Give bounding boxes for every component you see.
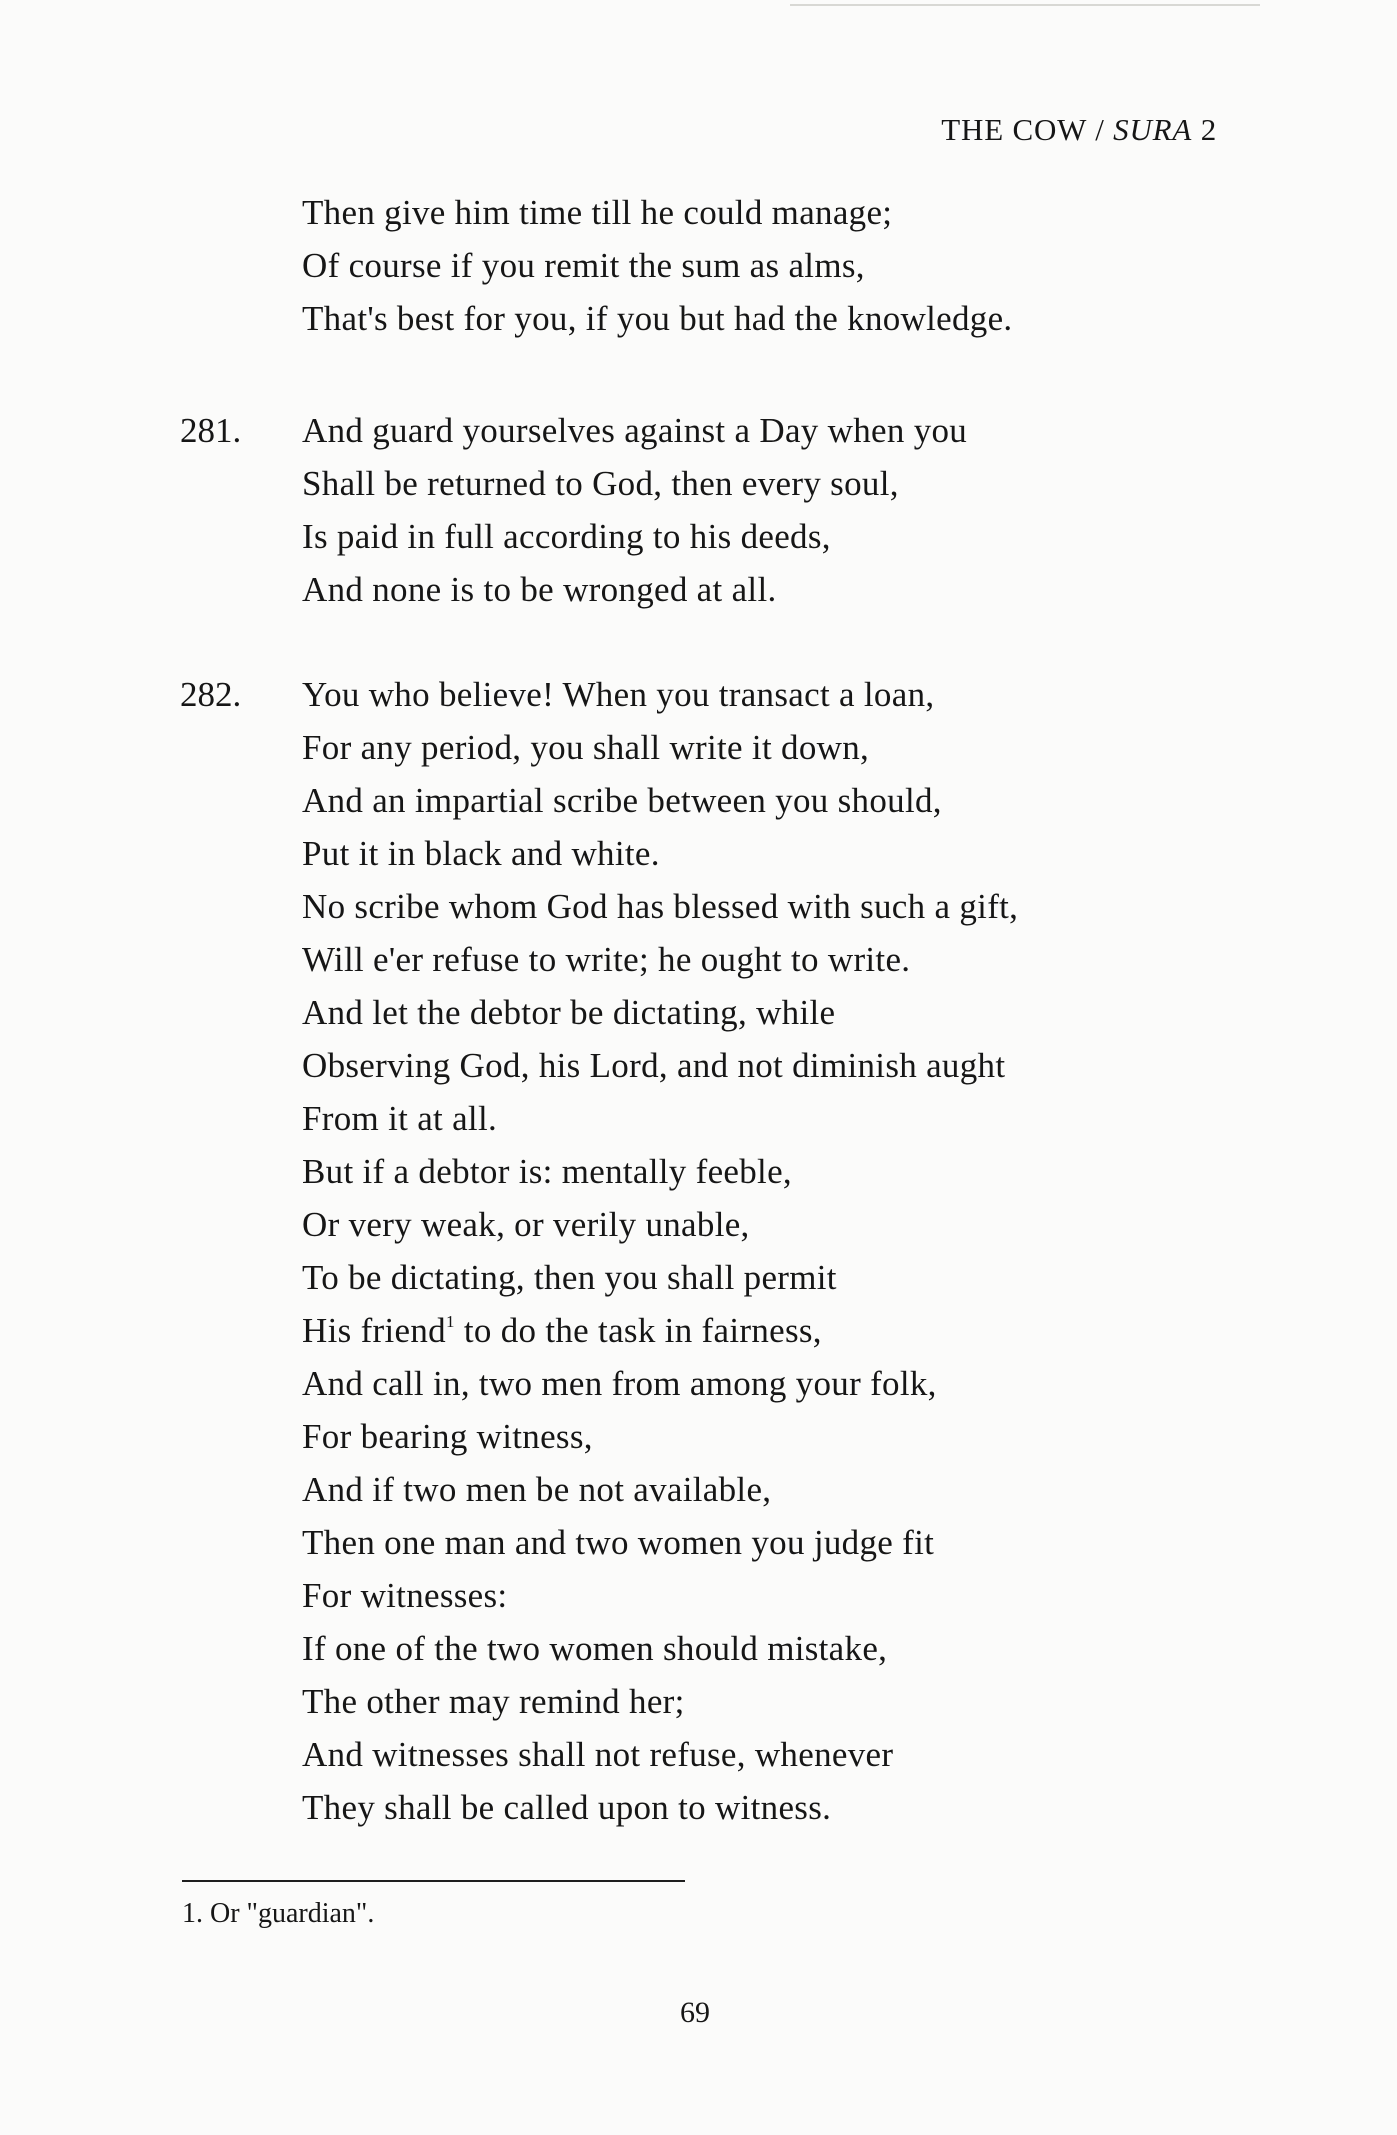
- running-head: [941, 112, 1217, 148]
- verse-line: And none is to be wronged at all.: [302, 570, 777, 609]
- verse-line: But if a debtor is: mentally feeble,: [302, 1152, 792, 1191]
- verse-line: Is paid in full according to his deeds,: [302, 517, 831, 556]
- verse-line-with-footnote-ref: [302, 1304, 1142, 1357]
- verse-lines: [302, 404, 1142, 616]
- verse-line: To be dictating, then you shall permit: [302, 1258, 837, 1297]
- running-head-title: THE COW /: [941, 112, 1114, 147]
- verse-line: For witnesses:: [302, 1576, 508, 1615]
- running-head-sura: SURA: [1113, 112, 1193, 147]
- footnote: 1. Or "guardian".: [182, 1898, 375, 1929]
- verse-line: For any period, you shall write it down,: [302, 728, 870, 767]
- running-head-sura-number: 2: [1192, 112, 1217, 147]
- top-edge-rule: [790, 4, 1260, 6]
- verse-line: If one of the two women should mistake,: [302, 1629, 888, 1668]
- verse-281: [180, 404, 1140, 616]
- verse-number: 282.: [180, 675, 242, 714]
- verse-line: And guard yourselves against a Day when you: [302, 411, 968, 450]
- verse-line: And call in, two men from among your folk,: [302, 1364, 937, 1403]
- verse-line: Will e'er refuse to write; he ought to write.: [302, 940, 911, 979]
- verse-line: Put it in black and white.: [302, 834, 660, 873]
- verse-lines: [302, 186, 1142, 345]
- verse-line: You who believe! When you transact a loan,: [302, 675, 935, 714]
- verse-number: 281.: [180, 411, 242, 450]
- verse-line: Of course if you remit the sum as alms,: [302, 246, 865, 285]
- verse-lines: [302, 668, 1142, 1834]
- verse-line: Or very weak, or verily unable,: [302, 1205, 750, 1244]
- verse-line: And an impartial scribe between you should,: [302, 781, 942, 820]
- verse-line: Then give him time till he could manage;: [302, 193, 893, 232]
- verse-line: They shall be called upon to witness.: [302, 1788, 832, 1827]
- verse-continuation: [180, 186, 1140, 345]
- page-number: 69: [680, 1996, 710, 2029]
- verse-line: For bearing witness,: [302, 1417, 593, 1456]
- verse-line: The other may remind her;: [302, 1682, 685, 1721]
- verse-line: From it at all.: [302, 1099, 498, 1138]
- footnote-reference[interactable]: 1: [445, 1312, 455, 1331]
- verse-282: [180, 668, 1140, 1834]
- verse-line-part: His friend: [302, 1311, 446, 1350]
- verse-line: Observing God, his Lord, and not diminish aught: [302, 1046, 1006, 1085]
- verse-line: Shall be returned to God, then every soul,: [302, 464, 899, 503]
- footnote-rule: [182, 1880, 685, 1882]
- verse-line: That's best for you, if you but had the knowledge.: [302, 299, 1013, 338]
- verse-line-part: to do the task in fairness,: [454, 1311, 822, 1350]
- verse-line: Then one man and two women you judge fit: [302, 1523, 935, 1562]
- verse-line: And witnesses shall not refuse, whenever: [302, 1735, 894, 1774]
- verse-line: No scribe whom God has blessed with such a gift,: [302, 887, 1019, 926]
- verse-line: And if two men be not available,: [302, 1470, 772, 1509]
- verse-line: And let the debtor be dictating, while: [302, 993, 836, 1032]
